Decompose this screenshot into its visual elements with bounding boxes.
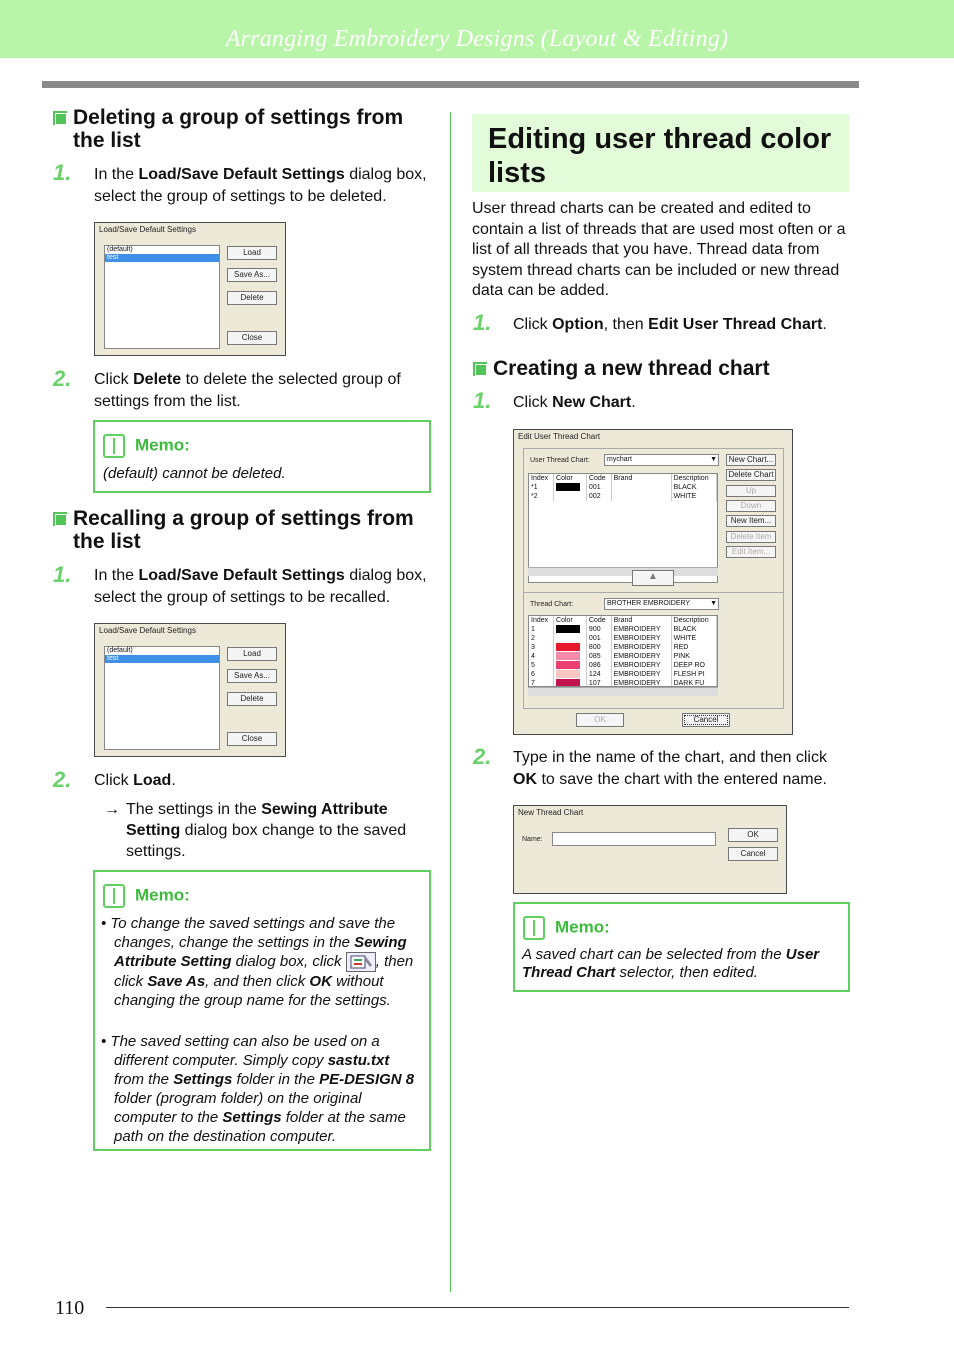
page-section-title: Editing user thread color lists bbox=[488, 123, 832, 189]
right-heading-box bbox=[472, 114, 849, 192]
settings-listbox[interactable] bbox=[104, 646, 220, 750]
load-button[interactable]: Load bbox=[227, 647, 277, 661]
table-cell: 085 bbox=[586, 652, 611, 661]
step-number: 1. bbox=[53, 160, 72, 185]
table-cell: 107 bbox=[586, 679, 611, 687]
table-cell: RED bbox=[671, 643, 716, 652]
table-cell: WHITE bbox=[671, 634, 716, 643]
memo-text: A saved chart can be selected from the User Thread Chart selector, then edited. bbox=[522, 946, 820, 981]
new-chart-button[interactable]: New Chart... bbox=[726, 454, 776, 466]
color-swatch bbox=[556, 643, 580, 651]
table-cell: 086 bbox=[586, 661, 611, 670]
table-cell: EMBROIDERY bbox=[611, 670, 671, 679]
ok-button[interactable]: OK bbox=[728, 828, 778, 842]
memo-box-delete bbox=[93, 420, 431, 493]
cancel-button[interactable]: Cancel bbox=[682, 713, 730, 727]
memo-heading: Memo: bbox=[523, 916, 610, 940]
table-cell: 4 bbox=[529, 652, 554, 661]
table-cell: EMBROIDERY bbox=[611, 652, 671, 661]
step-number: 2. bbox=[473, 744, 492, 769]
table-cell: 001 bbox=[586, 634, 611, 643]
table-cell: DEEP RO bbox=[671, 661, 716, 670]
table-cell: PINK bbox=[671, 652, 716, 661]
color-swatch-cell bbox=[554, 679, 587, 687]
table-cell: 3 bbox=[529, 643, 554, 652]
color-swatch-cell bbox=[554, 625, 587, 634]
creating-step2-text: Type in the name of the chart, and then click OK to save the chart with the entered name. bbox=[513, 749, 827, 788]
heading-square-icon bbox=[473, 362, 487, 376]
new-item-button[interactable]: New Item... bbox=[726, 515, 776, 527]
dialog-title: New Thread Chart bbox=[518, 808, 584, 817]
table-cell: BLACK bbox=[671, 483, 716, 492]
list-item[interactable]: (default) bbox=[107, 647, 133, 654]
footer-rule bbox=[106, 1307, 849, 1308]
down-button[interactable]: Down bbox=[726, 500, 776, 512]
table-cell: DARK FU bbox=[671, 679, 716, 687]
heading-square-icon bbox=[53, 111, 67, 125]
table-cell: BLACK bbox=[671, 625, 716, 634]
memo-bullet-2: • The saved setting can also be used on a different computer. Simply copy sastu.txt from the Settings folder in the PE-DESIGN 8 folder (program folder) on the original computer to the Settings folder at the same path on the destination computer. bbox=[101, 1033, 415, 1145]
table-cell: 1 bbox=[529, 625, 554, 634]
table-cell: *2 bbox=[529, 492, 554, 501]
page-number: 110 bbox=[55, 1297, 85, 1319]
memo-book-icon bbox=[103, 884, 125, 908]
dialog-title: Load/Save Default Settings bbox=[99, 225, 196, 234]
new-thread-chart-dialog bbox=[513, 805, 787, 894]
close-button[interactable]: Close bbox=[227, 331, 277, 345]
name-label: Name: bbox=[522, 836, 543, 843]
table-cell bbox=[611, 492, 671, 501]
load-button[interactable]: Load bbox=[227, 246, 277, 260]
ok-button[interactable]: OK bbox=[576, 713, 624, 727]
up-arrow-icon: ▲ bbox=[648, 571, 658, 582]
delete-step2-text: Click Delete to delete the selected group of settings from the list. bbox=[94, 371, 401, 410]
color-swatch bbox=[556, 492, 580, 500]
list-item-selected[interactable]: test bbox=[105, 254, 219, 262]
sewing-attribute-settings-icon bbox=[346, 952, 376, 972]
edit-user-thread-chart-dialog bbox=[513, 429, 793, 735]
memo-box-right bbox=[513, 902, 850, 992]
list-item[interactable]: (default) bbox=[107, 246, 133, 253]
delete-button[interactable]: Delete bbox=[227, 291, 277, 305]
delete-item-button[interactable]: Delete Item bbox=[726, 531, 776, 543]
color-swatch bbox=[556, 652, 580, 660]
color-swatch-cell bbox=[554, 661, 587, 670]
edit-item-button[interactable]: Edit Item... bbox=[726, 546, 776, 558]
memo-box-recall bbox=[93, 870, 431, 1151]
memo-book-icon bbox=[103, 434, 125, 458]
table-cell: 002 bbox=[586, 492, 611, 501]
delete-chart-button[interactable]: Delete Chart bbox=[726, 469, 776, 481]
memo-heading: Memo: bbox=[103, 884, 190, 908]
color-swatch bbox=[556, 625, 580, 633]
horizontal-scrollbar[interactable] bbox=[528, 567, 718, 576]
color-swatch-cell bbox=[554, 634, 587, 643]
table-cell: 001 bbox=[586, 483, 611, 492]
dialog-title: Load/Save Default Settings bbox=[99, 626, 196, 635]
step-number: 2. bbox=[53, 767, 72, 792]
table-header-row: Index Color Code Brand Description bbox=[529, 616, 717, 625]
chart-name-input[interactable] bbox=[552, 832, 716, 846]
table-cell: 900 bbox=[586, 625, 611, 634]
delete-section-heading: Deleting a group of settings from the list bbox=[53, 106, 433, 152]
table-cell: 7 bbox=[529, 679, 554, 687]
table-cell: EMBROIDERY bbox=[611, 634, 671, 643]
step-number: 1. bbox=[53, 562, 72, 587]
table-cell: FLESH PI bbox=[671, 670, 716, 679]
recall-section-heading: Recalling a group of settings from the list bbox=[53, 507, 438, 553]
table-row[interactable] bbox=[529, 492, 717, 501]
color-swatch-cell bbox=[554, 670, 587, 679]
thread-chart-label: Thread Chart: bbox=[530, 601, 574, 608]
system-chart-group bbox=[523, 592, 784, 709]
save-as-button[interactable]: Save As... bbox=[227, 268, 277, 282]
step-number: 1. bbox=[473, 310, 492, 335]
delete-button[interactable]: Delete bbox=[227, 692, 277, 706]
horizontal-scrollbar[interactable] bbox=[528, 687, 718, 696]
settings-listbox[interactable] bbox=[104, 245, 220, 349]
creating-step1-text: Click New Chart. bbox=[513, 394, 636, 411]
memo-heading: Memo: bbox=[103, 434, 190, 458]
color-swatch-cell bbox=[554, 492, 587, 501]
table-cell: EMBROIDERY bbox=[611, 661, 671, 670]
table-cell: 124 bbox=[586, 670, 611, 679]
color-swatch-cell bbox=[554, 643, 587, 652]
header-title: Arranging Embroidery Designs (Layout & Editing) bbox=[225, 26, 729, 52]
table-cell: EMBROIDERY bbox=[611, 679, 671, 687]
step-number: 2. bbox=[53, 366, 72, 391]
right-step1-text: Click Option, then Edit User Thread Chart. bbox=[513, 316, 827, 333]
color-swatch-cell bbox=[554, 652, 587, 661]
dialog-title: Edit User Thread Chart bbox=[518, 432, 601, 441]
intro-paragraph: User thread charts can be created and edited to contain a list of threads that are used most often or a list of all threads that you have. Thread data from system thread charts can be included or new thread data can be added. bbox=[472, 200, 846, 299]
table-cell: 800 bbox=[586, 643, 611, 652]
recall-step1-text: In the Load/Save Default Settings dialog box, select the group of settings to be recalled. bbox=[94, 567, 427, 606]
table-row[interactable] bbox=[529, 661, 717, 670]
color-swatch-cell bbox=[554, 483, 587, 492]
table-cell: EMBROIDERY bbox=[611, 625, 671, 634]
result-arrow: → bbox=[104, 801, 120, 818]
creating-chart-heading: Creating a new thread chart bbox=[473, 357, 853, 380]
table-row[interactable] bbox=[529, 625, 717, 634]
add-to-chart-arrow-button[interactable] bbox=[632, 570, 674, 586]
color-swatch bbox=[556, 670, 580, 678]
list-item-selected[interactable]: test bbox=[105, 655, 219, 663]
memo-bullet-1: • To change the saved settings and save the changes, change the settings in the Sewing Attribute Setting dialog box, click , then click Save As, and then click OK without changing the group name for the settings. bbox=[101, 915, 414, 1010]
delete-step1-text: In the Load/Save Default Settings dialog box, select the group of settings to be deleted. bbox=[94, 166, 427, 205]
color-swatch bbox=[556, 483, 580, 491]
step-number: 1. bbox=[473, 388, 492, 413]
thread-chart-select[interactable]: BROTHER EMBROIDERY ▼ bbox=[604, 598, 719, 610]
color-swatch bbox=[556, 634, 580, 642]
load-save-dialog-delete bbox=[94, 222, 286, 356]
dropdown-arrow-icon: ▼ bbox=[710, 600, 717, 607]
column-divider bbox=[450, 112, 451, 1292]
close-button[interactable]: Close bbox=[227, 732, 277, 746]
table-row[interactable] bbox=[529, 483, 717, 492]
table-row[interactable] bbox=[529, 652, 717, 661]
table-cell: WHITE bbox=[671, 492, 716, 501]
table-cell: 6 bbox=[529, 670, 554, 679]
table-cell: 2 bbox=[529, 634, 554, 643]
table-cell bbox=[611, 483, 671, 492]
table-row[interactable] bbox=[529, 643, 717, 652]
user-chart-label: User Thread Chart: bbox=[530, 457, 590, 464]
table-row[interactable] bbox=[529, 679, 717, 687]
table-cell: *1 bbox=[529, 483, 554, 492]
heading-square-icon bbox=[53, 512, 67, 526]
table-header-row: Index Color Code Brand Description bbox=[529, 474, 717, 483]
save-as-button[interactable]: Save As... bbox=[227, 669, 277, 683]
system-thread-table[interactable] bbox=[528, 615, 718, 687]
table-cell: EMBROIDERY bbox=[611, 643, 671, 652]
table-cell: 5 bbox=[529, 661, 554, 670]
memo-book-icon bbox=[523, 916, 545, 940]
cancel-button[interactable]: Cancel bbox=[728, 847, 778, 861]
user-chart-select[interactable]: mychart ▼ bbox=[604, 454, 719, 466]
recall-step2-text: Click Load. bbox=[94, 772, 176, 789]
dropdown-arrow-icon: ▼ bbox=[710, 456, 717, 463]
memo-text: (default) cannot be deleted. bbox=[103, 465, 286, 482]
table-row[interactable] bbox=[529, 634, 717, 643]
load-save-dialog-recall bbox=[94, 623, 286, 757]
table-row[interactable] bbox=[529, 670, 717, 679]
top-rule bbox=[42, 81, 859, 88]
recall-result-text: The settings in the Sewing Attribute Setting dialog box change to the saved settings. bbox=[126, 801, 407, 860]
color-swatch bbox=[556, 679, 580, 687]
up-button[interactable]: Up bbox=[726, 485, 776, 497]
color-swatch bbox=[556, 661, 580, 669]
page-header-band bbox=[0, 0, 954, 58]
